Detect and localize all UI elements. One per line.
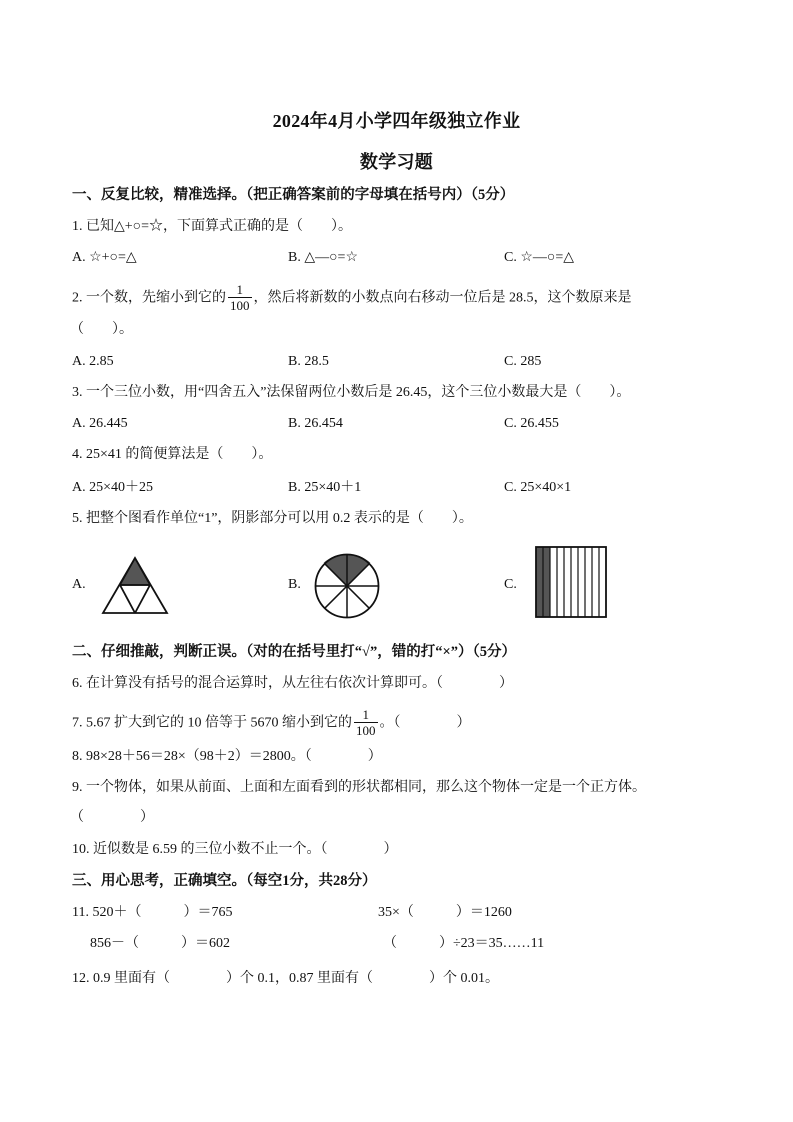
q4-option-b: B. 25×40＋1 [288,480,362,495]
question-text: 把整个图看作单位“1”，阴影部分可以用 0.2 表示的是（ ）。 [86,511,473,526]
equation-3: 856－（ ）＝602 [90,936,230,951]
question-text-before: 5.67 扩大到它的 10 倍等于 5670 缩小到它的 [86,715,352,731]
fraction-denominator: 100 [356,723,376,738]
q2-option-c: C. 285 [504,354,542,369]
fraction-numerator: 1 [362,707,369,722]
question-text: 一个三位小数，用“四舍五入”法保留两位小数后是 26.45，这个三位小数最大是（ ）。 [86,385,631,400]
question-9-blank: （ ） [70,810,154,825]
question-number: 7. [72,715,83,731]
q4-option-c: C. 25×40×1 [504,480,572,495]
question-9 [72,779,646,797]
question-number: 6. [72,676,83,691]
question-number: 5. [72,511,83,526]
question-text: 一个物体，如果从前面、上面和左面看到的形状都相同，那么这个物体一定是一个正方体。 [86,780,646,795]
fraction [354,707,378,738]
q5-option-c-label: C. [504,577,517,592]
section-heading-1: 一、反复比较，精准选择。（把正确答案前的字母填在括号内）（5分） [72,187,515,203]
question-number: 10. [72,842,90,857]
q5-option-b-label: B. [288,577,301,592]
question-text-after: 。（ ） [379,715,471,731]
question-text: 25×41 的简便算法是（ ）。 [86,447,273,462]
page-subtitle: 数学习题 [359,152,434,172]
question-text: 近似数是 6.59 的三位小数不止一个。（ ） [93,842,398,857]
question-text: 已知△+○=☆，下面算式正确的是（ ）。 [86,219,353,234]
page-title: 2024年4月小学四年级独立作业 [272,111,521,131]
question-number: 11. [72,905,89,920]
q5-option-a-label: A. [72,577,86,592]
circle-figure-icon [314,553,380,619]
triangle-figure-icon [100,555,170,615]
question-5 [72,510,473,528]
question-3 [72,384,630,402]
section-heading-3: 三、用心思考，正确填空。（每空1分，共28分） [72,873,377,889]
question-text-after: ，然后将新数的小数点向右移动一位后是 28.5，这个数原来是 [253,290,632,306]
question-text: 在计算没有括号的混合运算时，从左往右依次计算即可。（ ） [86,676,513,691]
q1-option-a: A. ☆+○=△ [72,250,137,265]
question-number: 8. [72,749,83,764]
fraction-denominator: 100 [230,298,250,313]
q4-option-a: A. 25×40＋25 [72,480,154,495]
question-number: 1. [72,219,83,234]
fraction-numerator: 1 [236,282,243,297]
question-number: 3. [72,385,83,400]
question-number: 12. [72,971,90,986]
question-10 [72,841,398,859]
question-2 [72,283,632,314]
equation-1: 520＋（ ）＝765 [92,905,233,920]
question-2-blank: （ ）。 [70,322,133,337]
q3-option-b: B. 26.454 [288,416,343,431]
q1-option-b: B. △—○=☆ [288,250,359,265]
question-text: 98×28＋56＝28×（98＋2）＝2800。（ ） [86,749,382,764]
question-text-before: 一个数，先缩小到它的 [86,290,226,306]
question-number: 9. [72,780,83,795]
rectangle-strips-figure-icon [535,546,607,618]
question-4 [72,446,272,464]
question-11-row-1 [72,904,232,922]
question-number: 4. [72,447,83,462]
question-7 [72,708,471,739]
question-text: 0.9 里面有（ ）个 0.1，0.87 里面有（ ）个 0.01。 [93,971,499,986]
q3-option-a: A. 26.445 [72,416,128,431]
question-12 [72,970,499,988]
question-6 [72,675,513,693]
question-number: 2. [72,290,83,306]
q3-option-c: C. 26.455 [504,416,559,431]
q1-option-c: C. ☆—○=△ [504,250,575,265]
question-1 [72,218,352,236]
q2-option-b: B. 28.5 [288,354,329,369]
fraction [228,282,252,313]
equation-4: （ ）÷23＝35……11 [383,936,545,951]
equation-2: 35×（ ）＝1260 [378,905,512,920]
question-8 [72,748,382,766]
q2-option-a: A. 2.85 [72,354,114,369]
section-heading-2: 二、仔细推敲，判断正误。（对的在括号里打“√”，错的打“×”）（5分） [72,644,516,660]
